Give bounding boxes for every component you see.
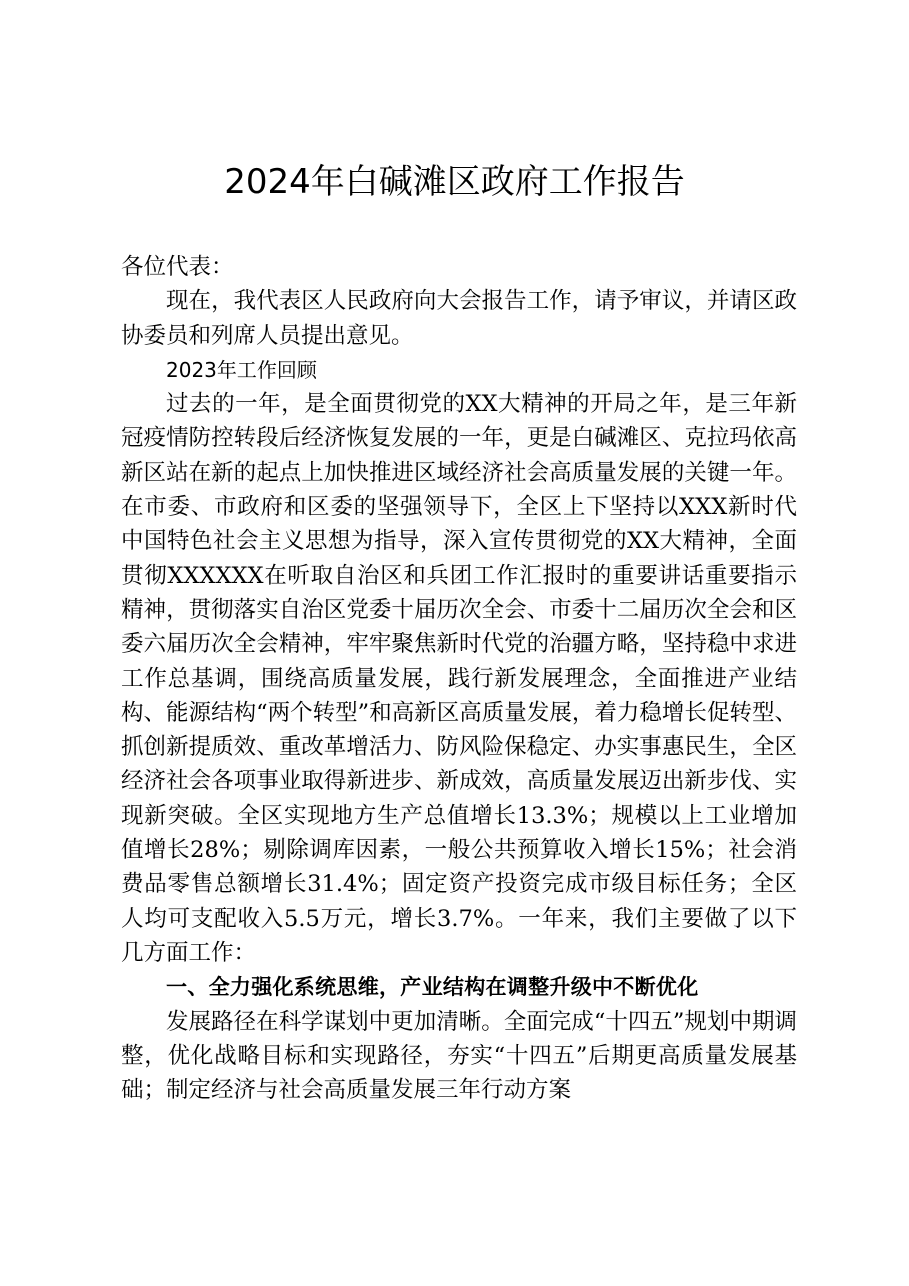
opening-paragraph: 现在，我代表区人民政府向大会报告工作，请予审议，并请区政协委员和列席人员提出意见。 [121, 288, 797, 349]
document-body [121, 250, 797, 1107]
review-heading: 2023年工作回顾 [166, 357, 317, 382]
salutation: 各位代表： [121, 254, 234, 280]
document-title: 2024年白碱滩区政府工作报告 [224, 162, 685, 202]
review-paragraph: 过去的一年，是全面贯彻党的XX大精神的开局之年，是三年新冠疫情防控转段后经济恢复发展的一年，更是白碱滩区、克拉玛依高新区站在新的起点上加快推进区域经济社会高质量发展的关键一年。在市委、市政府和区委的坚强领导下，全区上下坚持以XXX新时代中国特色社会主义思想为指导，深入宣传贯彻党的XX大精神，全面贯彻XXXXXX在听取自治区和兵团工作汇报时的重要讲话重要指示精神，贯彻落实自治区党委十届历次全会、市委十二届历次全会和区委六届历次全会精神，牢牢聚焦新时代党的治疆方略，坚持稳中求进工作总基调，围绕高质量发展，践行新发展理念，全面推进产业结构、能源结构“两个转型”和高新区高质量发展，着力稳增长促转型、抓创新提质效、重改革增活力、防风险保稳定、办实事惠民生，全区经济社会各项事业取得新进步、新成效，高质量发展迈出新步伐、实现新突破。全区实现地方生产总值增长13.3%；规模以上工业增加值增长28%；剔除调库因素，一般公共预算收入增长15%；社会消费品零售总额增长31.4%；固定资产投资完成市级目标任务；全区人均可支配收入5.5万元，增长3.7%。一年来，我们主要做了以下几方面工作： [121, 391, 797, 966]
section-one-paragraph: 发展路径在科学谋划中更加清晰。全面完成“十四五”规划中期调整，优化战略目标和实现路径，夯实“十四五”后期更高质量发展基础；制定经济与社会高质量发展三年行动方案 [121, 1008, 797, 1104]
section-one-heading: 一、全力强化系统思维，产业结构在调整升级中不断优化 [166, 975, 699, 1000]
